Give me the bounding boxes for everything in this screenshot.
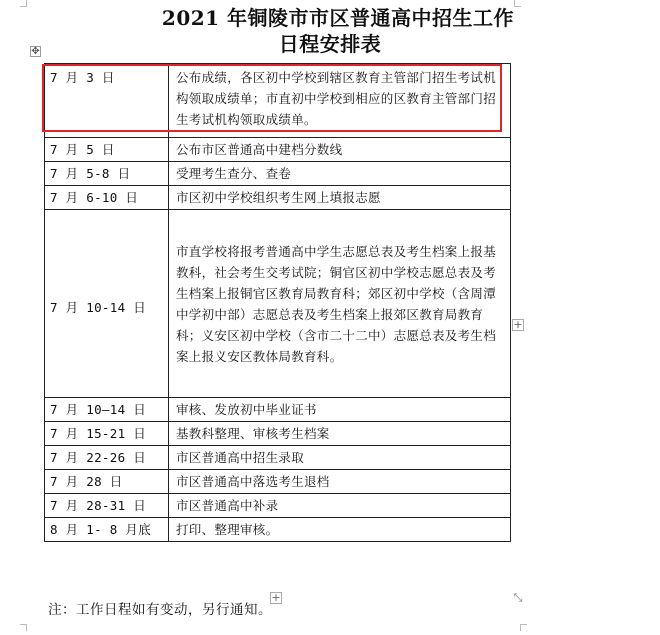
date-cell[interactable]: 7 月 10—14 日: [45, 398, 169, 422]
table-resize-icon[interactable]: ⤡: [513, 591, 523, 604]
table-row: [45, 422, 511, 446]
task-cell[interactable]: 市区初中学校组织考生网上填报志愿: [169, 186, 511, 210]
task-cell[interactable]: 市区普通高中落选考生退档: [169, 470, 511, 494]
table-row: [45, 446, 511, 470]
table-move-handle-icon[interactable]: ✥: [31, 46, 40, 57]
task-cell[interactable]: 公布市区普通高中建档分数线: [169, 138, 511, 162]
task-cell[interactable]: 审核、发放初中毕业证书: [169, 398, 511, 422]
date-cell[interactable]: 7 月 28 日: [45, 470, 169, 494]
date-cell[interactable]: 7 月 22-26 日: [45, 446, 169, 470]
task-cell[interactable]: 基教科整理、审核考生档案: [169, 422, 511, 446]
schedule-table: [44, 63, 511, 542]
date-cell[interactable]: 8 月 1- 8 月底: [45, 518, 169, 542]
table-row: [45, 162, 511, 186]
date-cell[interactable]: 7 月 5 日: [45, 138, 169, 162]
table-row: [45, 210, 511, 398]
date-cell[interactable]: 7 月 3 日: [45, 64, 169, 138]
table-row: [45, 64, 511, 138]
task-cell[interactable]: 受理考生查分、查卷: [169, 162, 511, 186]
task-cell[interactable]: 公布成绩，各区初中学校到辖区教育主管部门招生考试机构领取成绩单；市直初中学校到相应的区教育主管部门招生考试机构领取成绩单。: [169, 64, 511, 138]
document-title-line2: 日程安排表: [278, 32, 382, 56]
page-corner-mark: [20, 624, 27, 631]
table-row: [45, 494, 511, 518]
task-cell[interactable]: 市区普通高中招生录取: [169, 446, 511, 470]
table-row: [45, 398, 511, 422]
table-row: [45, 518, 511, 542]
date-cell[interactable]: 7 月 28-31 日: [45, 494, 169, 518]
table-row: [45, 138, 511, 162]
table-row: [45, 186, 511, 210]
date-cell[interactable]: 7 月 5-8 日: [45, 162, 169, 186]
footnote: 注：工作日程如有变动，另行通知。: [48, 602, 272, 618]
table-row: [45, 470, 511, 494]
page-corner-mark: [520, 624, 527, 631]
date-cell[interactable]: 7 月 10-14 日: [45, 210, 169, 398]
add-row-plus-icon[interactable]: +: [271, 591, 281, 604]
add-column-plus-icon[interactable]: +: [513, 318, 523, 331]
date-cell[interactable]: 7 月 6-10 日: [45, 186, 169, 210]
task-cell[interactable]: 市区普通高中补录: [169, 494, 511, 518]
date-cell[interactable]: 7 月 15-21 日: [45, 422, 169, 446]
document-title-line1: 2021 年铜陵市市区普通高中招生工作: [161, 6, 515, 30]
task-cell[interactable]: 打印、整理审核。: [169, 518, 511, 542]
task-cell[interactable]: 市直学校将报考普通高中学生志愿总表及考生档案上报基教科，社会考生交考试院；铜官区初中学校志愿总表及考生档案上报铜官区教育局教育科；郊区初中学校（含周潭中学初中部）志愿总表及考生档案上报郊区教育局教育科；义安区初中学校（含市二十二中）志愿总表及考生档案上报义安区教体局教育科。: [169, 210, 511, 398]
